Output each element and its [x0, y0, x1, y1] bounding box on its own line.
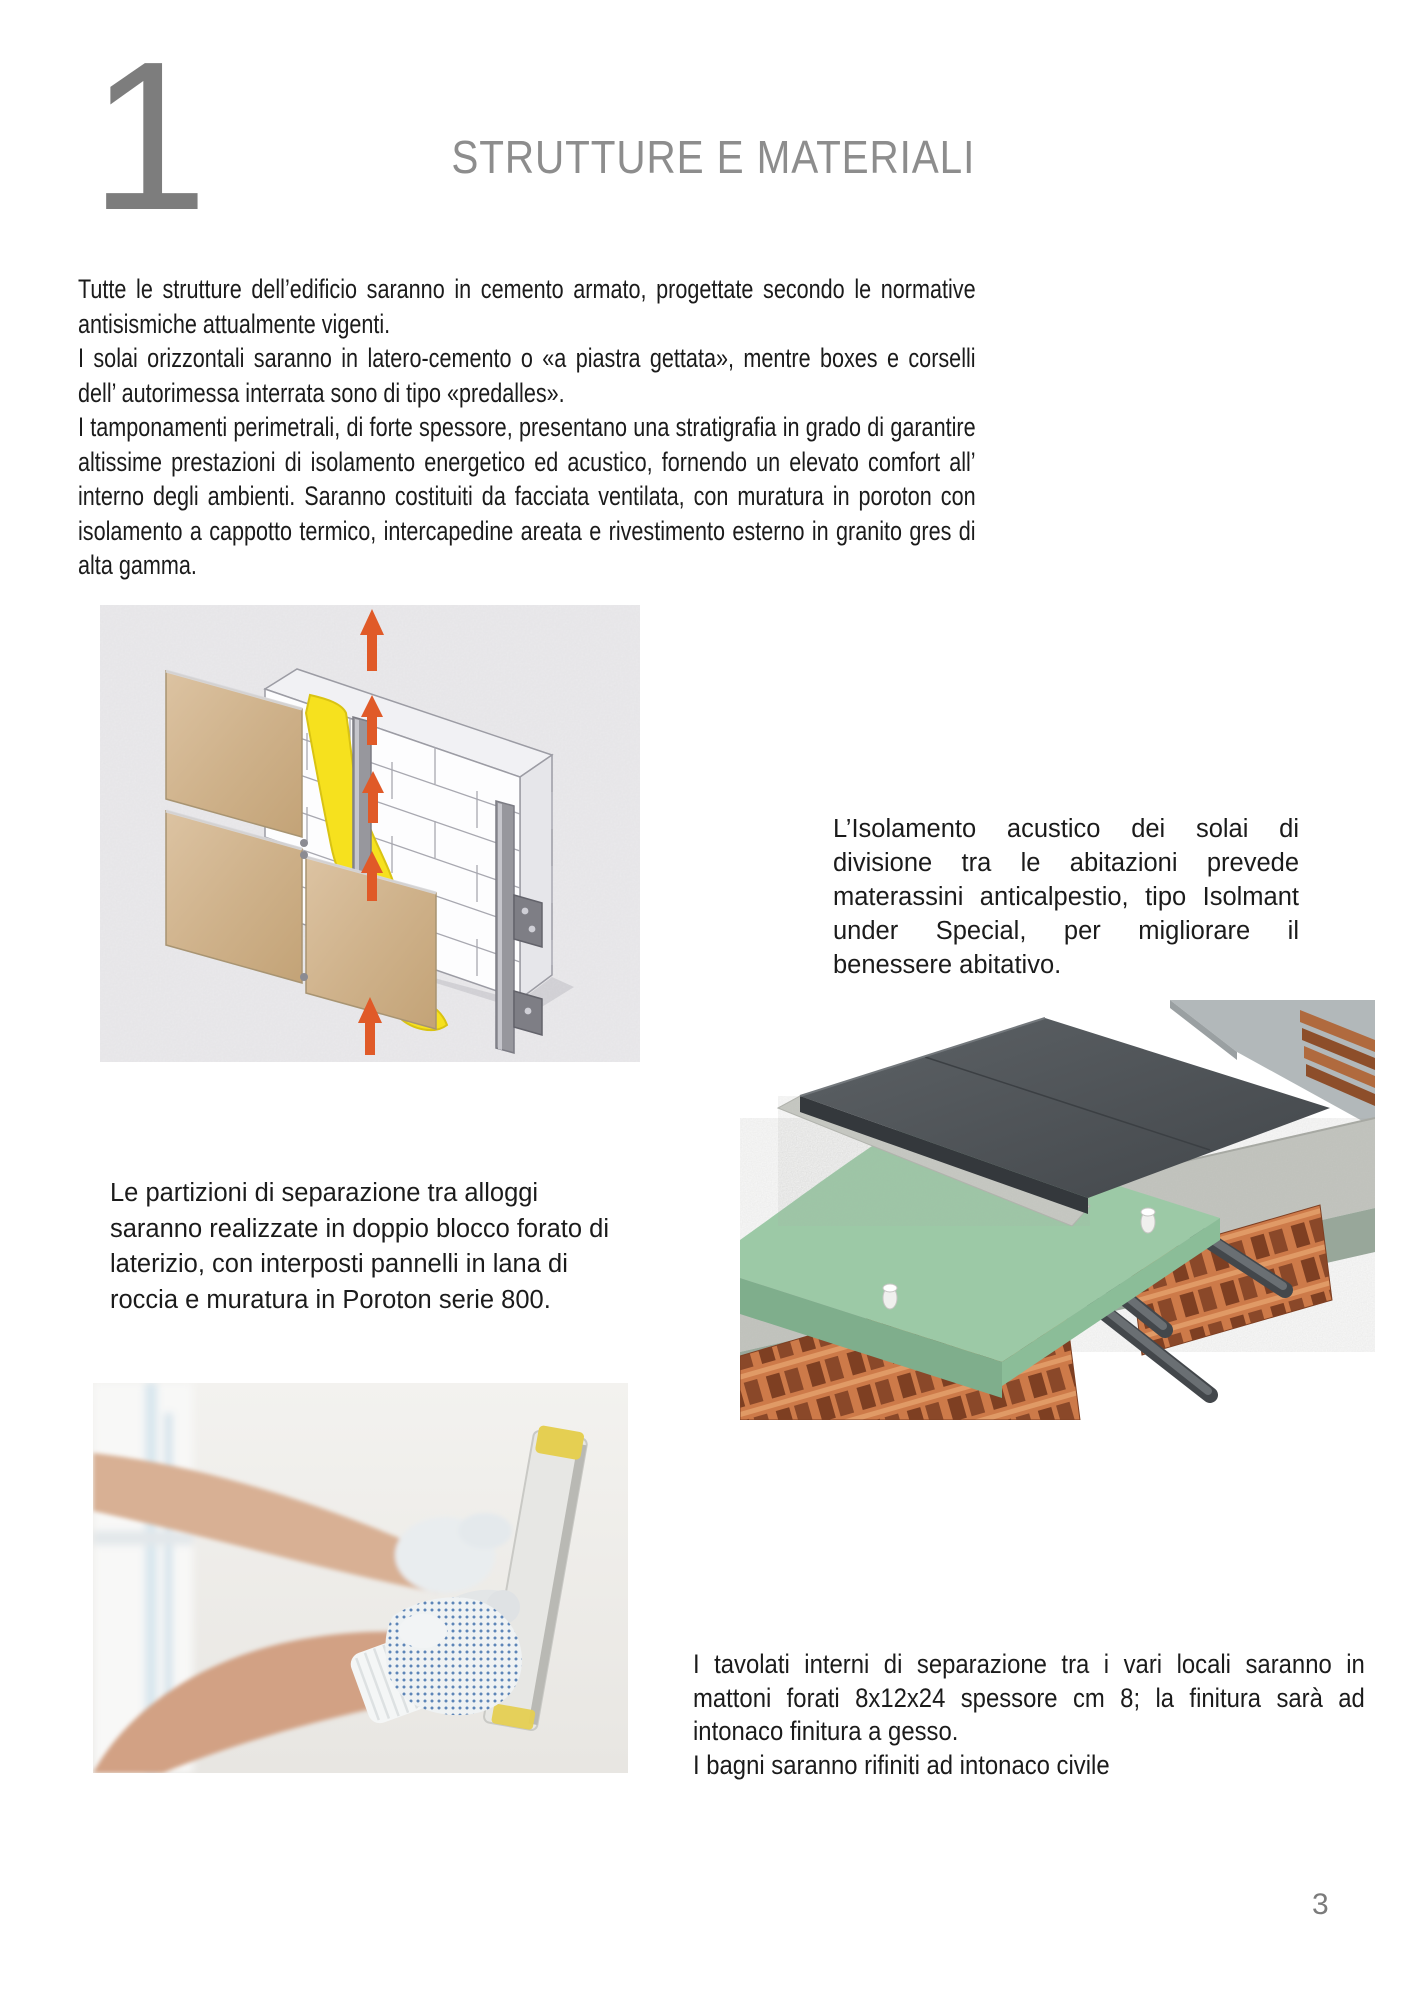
paragraph-bathrooms: I bagni saranno rifiniti ad intonaco civile: [693, 1749, 1110, 1780]
paragraph-structures: Tutte le strutture dell’edificio saranno in cemento armato, progettate secondo le normative antisismiche attualmente vigenti.: [78, 274, 976, 339]
page-number: 3: [1312, 1888, 1329, 1921]
chapter-number: 1: [90, 17, 208, 254]
paragraph-interior-walls: I tavolati interni di separazione tra i vari locali saranno in mattoni forati 8x12x24 spessore cm 8; la finitura sarà ad intonaco finitura a gesso.: [693, 1649, 1365, 1746]
floor-insulation-render: [740, 1000, 1375, 1420]
paragraph-slabs: I solai orizzontali saranno in latero-cemento o «a piastra gettata», mentre boxes e corselli dell’ autorimessa interrata sono di tipo «predalles».: [78, 343, 976, 408]
paragraph-perimeter-walls: I tamponamenti perimetrali, di forte spessore, presentano una stratigrafia in grado di garantire altissime prestazioni di isolamento energetico ed acustico, fornendo un elevato comfort all’ interno degli ambienti. Saranno costituiti da facciata ventilata, con muratura in poroton con isolamento a cappotto termico, intercapedine areata e rivestimento esterno in granito gres di alta gamma.: [78, 412, 976, 580]
ventilated-facade-illustration: [100, 605, 640, 1062]
page-title: STRUTTURE E MATERIALI: [451, 131, 975, 183]
floor-insulation-svg: [740, 1000, 1375, 1420]
partitions-paragraph: Le partizioni di separazione tra alloggi saranno realizzate in doppio blocco forato di laterizio, con interposti pannelli in lana di roccia e muratura in Poroton serie 800.: [110, 1179, 609, 1314]
plastering-photo: [93, 1383, 628, 1773]
interior-walls-paragraphs: [693, 1648, 1365, 1782]
plastering-photo-svg: [93, 1383, 628, 1773]
work-glove: [385, 1597, 522, 1715]
ventilated-facade-svg: [100, 605, 640, 1062]
acoustic-insulation-paragraph: L’Isolamento acustico dei solai di divisione tra le abitazioni prevede materassini anticalpestio, tipo Isolmant under Special, per migliorare il benessere abitativo.: [833, 815, 1299, 979]
intro-paragraphs: [78, 272, 976, 583]
